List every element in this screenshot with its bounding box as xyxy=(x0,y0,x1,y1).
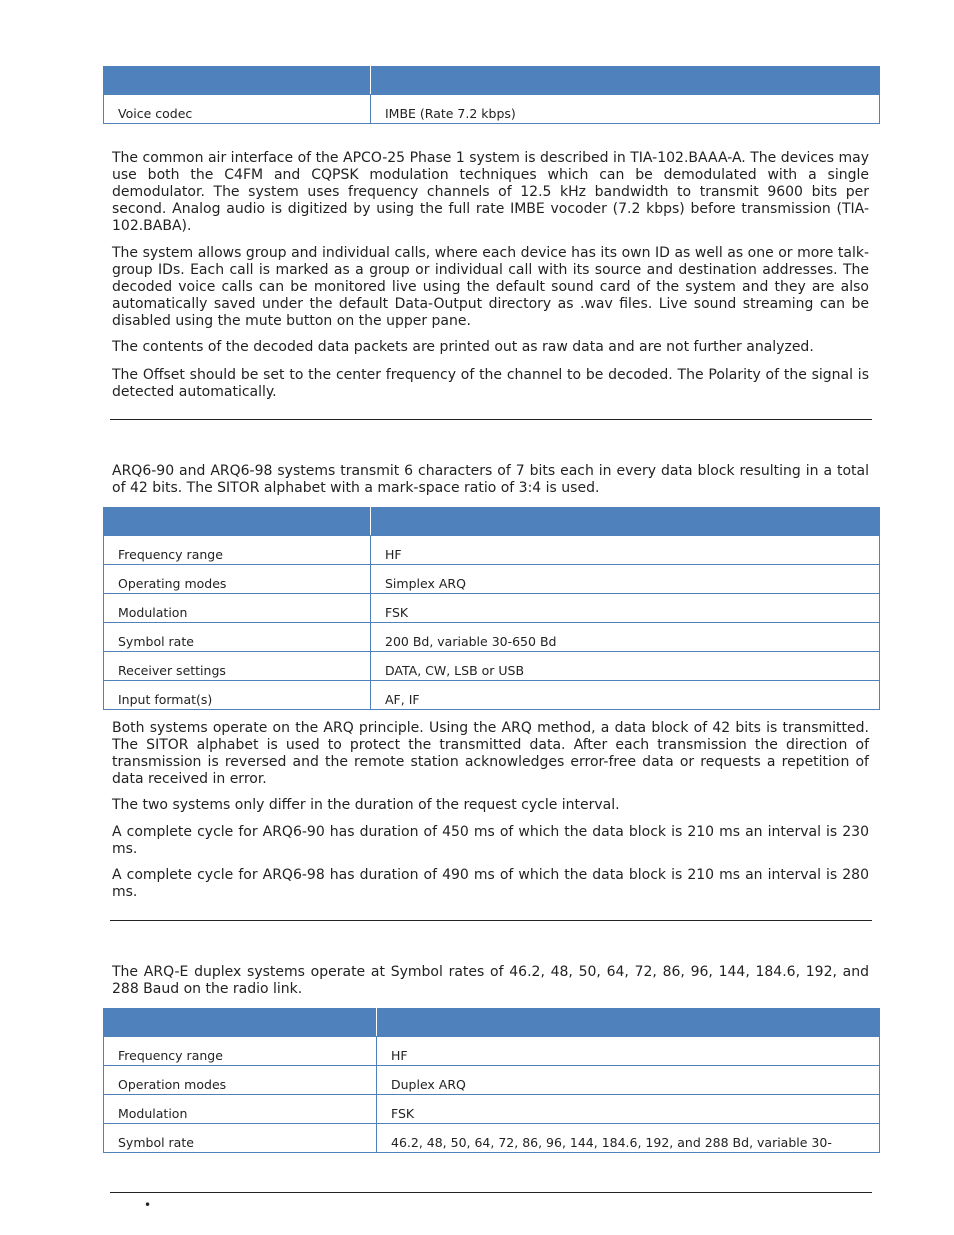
table-header-cell xyxy=(104,67,371,95)
table-row xyxy=(104,681,880,710)
table-cell-label: Frequency range xyxy=(104,536,371,565)
section-divider xyxy=(110,920,872,921)
apco-paragraph-3: The contents of the decoded data packets are printed out as raw data and are not further analyzed. xyxy=(112,339,814,355)
arqe-spec-table xyxy=(103,1008,880,1153)
arq6-paragraph-1: Both systems operate on the ARQ principle. Using the ARQ method, a data block of 42 bits is transmitted. The SITOR alphabet is used to protect the transmitted data. After each transmission the direction of transmission is reversed and the remote station acknowledges error-free data or requests a repetition of data received in error. xyxy=(112,720,869,787)
section-divider xyxy=(110,419,872,420)
arqe-intro-paragraph: The ARQ-E duplex systems operate at Symbol rates of 46.2, 48, 50, 64, 72, 86, 96, 144, 184.6, 192, and 288 Baud on the radio link. xyxy=(112,964,869,997)
table-header-row xyxy=(104,1009,880,1037)
table-cell-value: 46.2, 48, 50, 64, 72, 86, 96, 144, 184.6, 192, and 288 Bd, variable 30- xyxy=(377,1124,880,1153)
footer-divider xyxy=(110,1192,872,1193)
table-cell-value: HF xyxy=(371,536,880,565)
table-row xyxy=(104,652,880,681)
apco-paragraph-4: The Offset should be set to the center frequency of the channel to be decoded. The Polarity of the signal is detected automatically. xyxy=(112,367,869,400)
table-cell-label: Symbol rate xyxy=(104,1124,377,1153)
table-header-row xyxy=(104,67,880,95)
table-cell-value: DATA, CW, LSB or USB xyxy=(371,652,880,681)
table-cell-label: Modulation xyxy=(104,1095,377,1124)
arq6-paragraph-2: The two systems only differ in the duration of the request cycle interval. xyxy=(112,797,620,813)
table-header-cell xyxy=(371,508,880,536)
table-header-cell xyxy=(371,67,880,95)
table-header-row xyxy=(104,508,880,536)
table-cell-label: Receiver settings xyxy=(104,652,371,681)
footer-bullet: • xyxy=(144,1198,152,1212)
apco-paragraph-2: The system allows group and individual calls, where each device has its own ID as well as one or more talk-group IDs. Each call is marked as a group or individual call with its source and destination addresses. The decoded voice calls can be monitored live using the default sound card of the system and they are also automatically saved under the default Data-Output directory as .wav files. Live sound streaming can be disabled using the mute button on the upper pane. xyxy=(112,245,869,329)
table-cell-label: Input format(s) xyxy=(104,681,371,710)
table-cell-value: FSK xyxy=(371,594,880,623)
table-row xyxy=(104,1066,880,1095)
table-cell-label: Symbol rate xyxy=(104,623,371,652)
arq6-paragraph-3: A complete cycle for ARQ6-90 has duration of 450 ms of which the data block is 210 ms an interval is 230 ms. xyxy=(112,824,869,857)
table-cell-label: Operating modes xyxy=(104,565,371,594)
table-cell-label: Voice codec xyxy=(104,95,371,124)
table-row xyxy=(104,1037,880,1066)
table-cell-label: Frequency range xyxy=(104,1037,377,1066)
table-cell-value: Simplex ARQ xyxy=(371,565,880,594)
arq6-intro-paragraph: ARQ6-90 and ARQ6-98 systems transmit 6 characters of 7 bits each in every data block resulting in a total of 42 bits. The SITOR alphabet with a mark-space ratio of 3:4 is used. xyxy=(112,463,869,496)
table-header-cell xyxy=(104,508,371,536)
table-header-cell xyxy=(104,1009,377,1037)
arq6-paragraph-4: A complete cycle for ARQ6-98 has duration of 490 ms of which the data block is 210 ms an interval is 280 ms. xyxy=(112,867,869,900)
table-cell-label: Modulation xyxy=(104,594,371,623)
table-row xyxy=(104,594,880,623)
table-cell-value: Duplex ARQ xyxy=(377,1066,880,1095)
table-cell-label: Operation modes xyxy=(104,1066,377,1095)
table-cell-value: IMBE (Rate 7.2 kbps) xyxy=(371,95,880,124)
table-row xyxy=(104,565,880,594)
table-row xyxy=(104,95,880,124)
apco-paragraph-1: The common air interface of the APCO-25 Phase 1 system is described in TIA-102.BAAA-A. The devices may use both the C4FM and CQPSK modulation techniques which can be demodulated with a single demodulator. The system uses frequency channels of 12.5 kHz bandwidth to transmit 9600 bits per second. Analog audio is digitized by using the full rate IMBE vocoder (7.2 kbps) before transmission (TIA-102.BABA). xyxy=(112,150,869,234)
arq6-spec-table xyxy=(103,507,880,710)
table-header-cell xyxy=(377,1009,880,1037)
table-row xyxy=(104,536,880,565)
table-cell-value: 200 Bd, variable 30-650 Bd xyxy=(371,623,880,652)
table-cell-value: FSK xyxy=(377,1095,880,1124)
table-cell-value: AF, IF xyxy=(371,681,880,710)
table-row xyxy=(104,1095,880,1124)
table-row xyxy=(104,1124,880,1153)
table-row xyxy=(104,623,880,652)
apco-spec-table xyxy=(103,66,880,124)
table-cell-value: HF xyxy=(377,1037,880,1066)
